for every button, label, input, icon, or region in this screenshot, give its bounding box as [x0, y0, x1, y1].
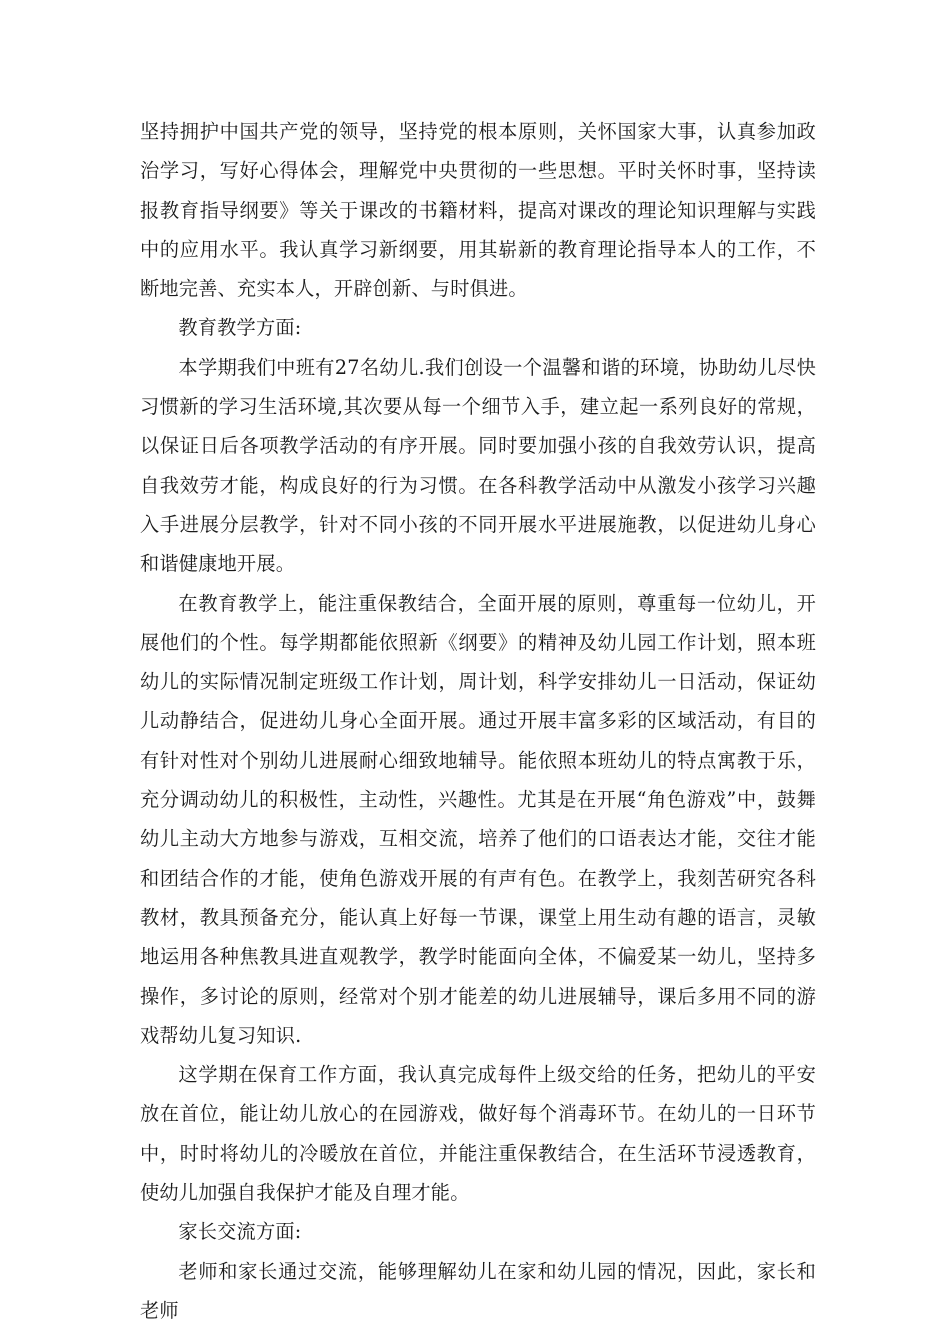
paragraph-parent-communication: 老师和家长通过交流，能够理解幼儿在家和幼儿园的情况，因此，家长和老师 [140, 1259, 816, 1322]
paragraph-class-environment: 本学期我们中班有27名幼儿.我们创设一个温馨和谐的环境，协助幼儿尽快习惯新的学习生活环境,其次要从每一个细节入手，建立起一系列良好的常规，以保证日后各项教学活动的有序开展。同时要加强小孩的自我效劳认识，提高自我效劳才能，构成良好的行为习惯。在各科教学活动中从激发小孩学习兴趣入手进展分层教学，针对不同小孩的不同开展水平进展施教，以促进幼儿身心和谐健康地开展。 [140, 355, 816, 576]
heading-parent-communication: 家长交流方面: [178, 1220, 302, 1244]
paragraph-political-study: 坚持拥护中国共产党的领导，坚持党的根本原则，关怀国家大事，认真参加政治学习，写好心得体会，理解党中央贯彻的一些思想。平时关怀时事，坚持读报教育指导纲要》等关于课改的书籍材料，提高对课改的理论知识理解与实践中的应用水平。我认真学习新纲要，用其崭新的教育理论指导本人的工作，不断地完善、充实本人，开辟创新、与时俱进。 [140, 120, 816, 301]
paragraph-teaching-practice: 在教育教学上，能注重保教结合，全面开展的原则，尊重每一位幼儿，开展他们的个性。每学期都能依照新《纲要》的精神及幼儿园工作计划，照本班幼儿的实际情况制定班级工作计划，周计划，科学安排幼儿一日活动，保证幼儿动静结合，促进幼儿身心全面开展。通过开展丰富多彩的区域活动，有目的有针对性对个别幼儿进展耐心细致地辅导。能依照本班幼儿的特点寓教于乐，充分调动幼儿的积极性，主动性，兴趣性。尤其是在开展“角色游戏”中，鼓舞幼儿主动大方地参与游戏，互相交流，培养了他们的口语表达才能，交往才能和团结合作的才能，使角色游戏开展的有声有色。在教学上，我刻苦研究各科教材，教具预备充分，能认真上好每一节课，课堂上用生动有趣的语言，灵敏地运用各种焦教具进直观教学，教学时能面向全体，不偏爱某一幼儿，坚持多操作，多讨论的原则，经常对个别才能差的幼儿进展辅导，课后多用不同的游戏帮幼儿复习知识. [140, 591, 816, 1047]
document-body [140, 112, 816, 1330]
paragraph-childcare-work: 这学期在保育工作方面，我认真完成每件上级交给的任务，把幼儿的平安放在首位，能让幼儿放心的在园游戏，做好每个消毒环节。在幼儿的一日环节中，时时将幼儿的冷暖放在首位，并能注重保教结合，在生活环节浸透教育，使幼儿加强自我保护才能及自理才能。 [140, 1063, 816, 1205]
heading-teaching: 教育教学方面: [178, 316, 302, 340]
